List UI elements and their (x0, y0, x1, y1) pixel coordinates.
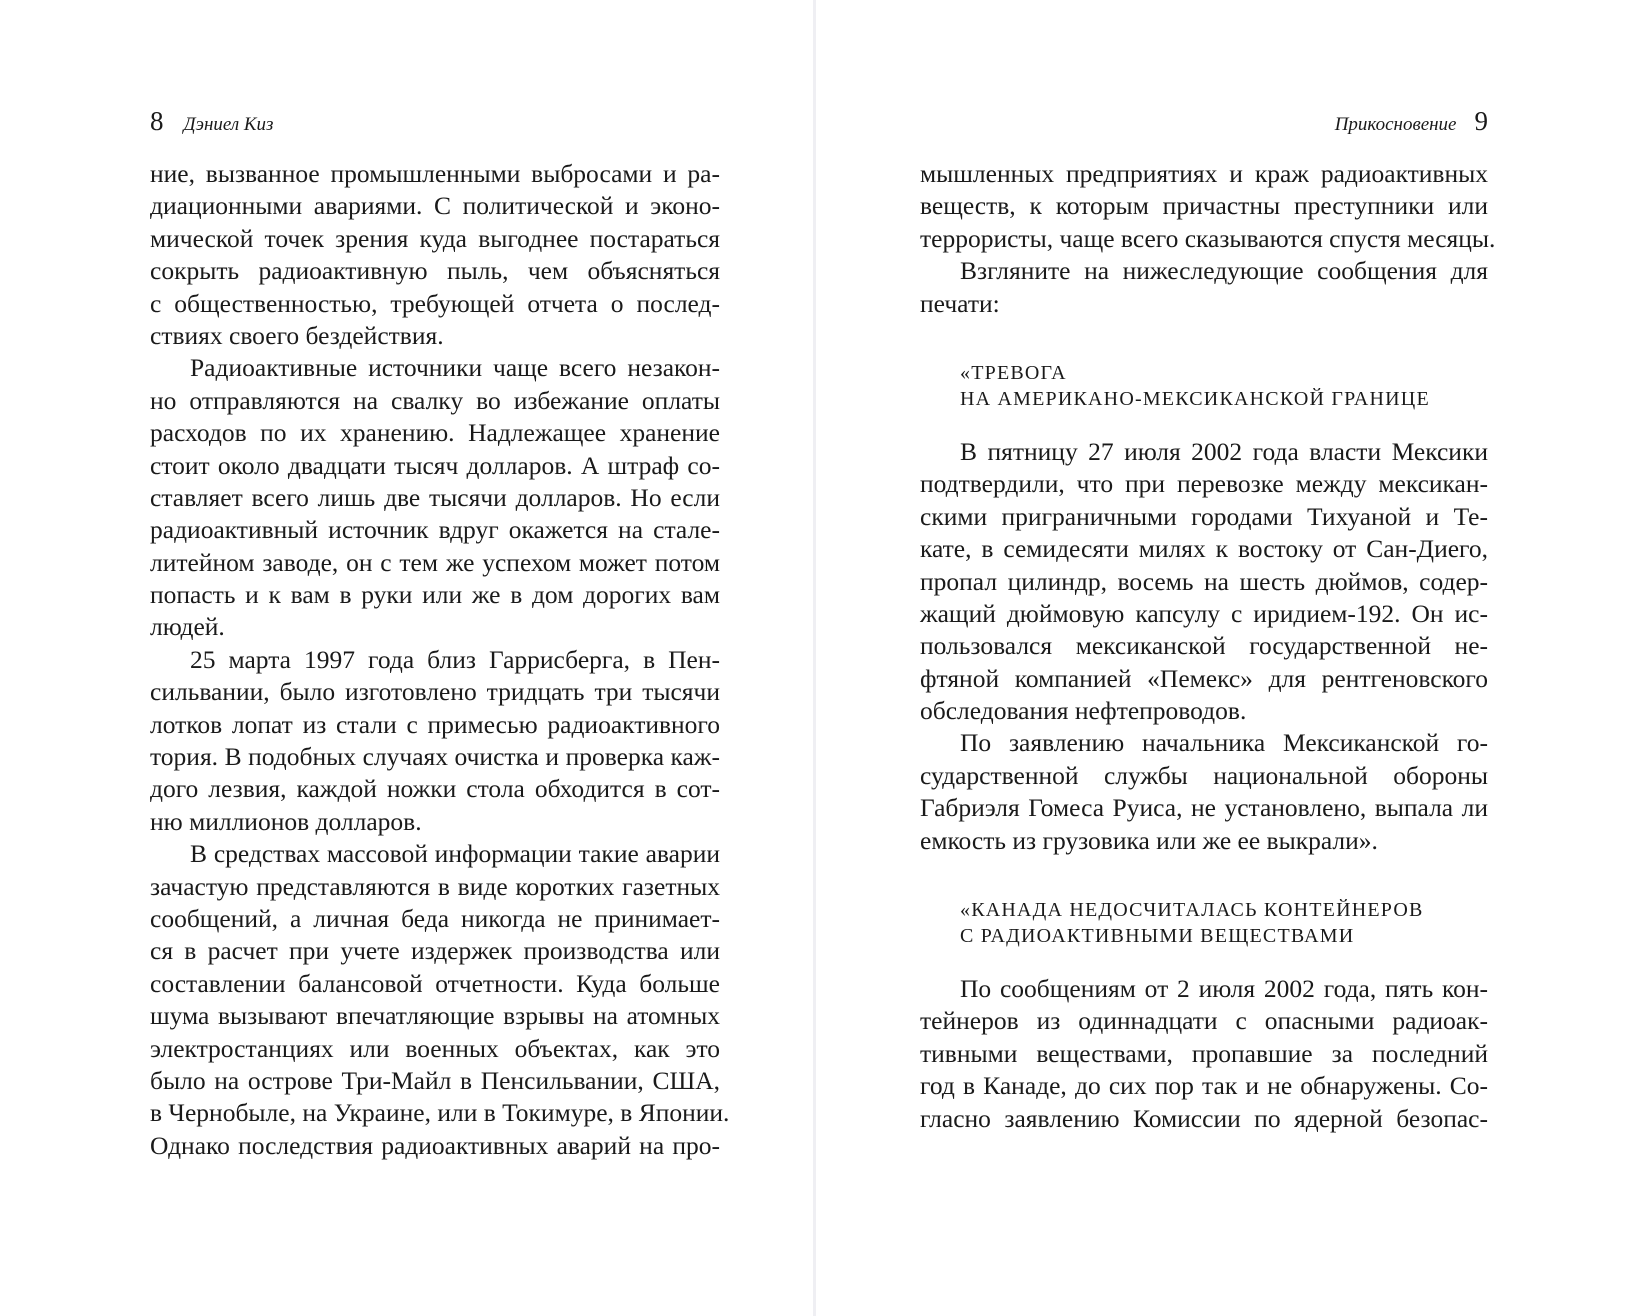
paragraph (920, 727, 1488, 857)
text-line: емкость из грузовика или же ее выкрали». (920, 825, 1378, 855)
text-line: дого лезвия, каждой ножки стола обходится в сот- (150, 774, 720, 804)
text-line: гласно заявлению Комиссии по ядерной безопас- (920, 1103, 1488, 1133)
report-heading (920, 360, 1488, 412)
text-line: сообщений, а личная беда никогда не принимает- (150, 903, 720, 933)
text-line: расходов по их хранению. Надлежащее хранение (150, 418, 720, 448)
section-spacer (920, 320, 1488, 360)
text-line: террористы, чаще всего сказываются спустя месяцы. (920, 223, 1496, 253)
text-line: мышленных предприятиях и краж радиоактивных (920, 159, 1488, 188)
section-spacer (920, 857, 1488, 897)
text-line: В средствах массовой информации такие аварии (190, 839, 720, 869)
text-line: По заявлению начальника Мексиканской го- (960, 728, 1488, 758)
text-line: год в Канаде, до сих пор так и не обнаружены. Со- (920, 1071, 1488, 1101)
text-line: шума вызывают впечатляющие взрывы на атомных (150, 1001, 720, 1031)
author-name: Дэниел Киз (183, 114, 274, 135)
text-line: По сообщениям от 2 июля 2002 года, пять кон- (960, 974, 1488, 1004)
heading-line: НА АМЕРИКАНО-МЕКСИКАНСКОЙ ГРАНИЦЕ (960, 387, 1430, 410)
text-line: сильвании, было изготовлено тридцать три тысячи (150, 677, 720, 707)
text-line: было на острове Три-Майл в Пенсильвании, США, (150, 1065, 720, 1095)
text-line: тейнеров из одиннадцати с опасными радиоак- (920, 1006, 1488, 1036)
page-number: 9 (1474, 106, 1488, 136)
text-line: стоит около двадцати тысяч долларов. А штраф со- (150, 450, 720, 480)
text-line: Габриэля Гомеса Руиса, не установлено, выпала ли (920, 793, 1488, 823)
text-line: мической точек зрения куда выгоднее постараться (150, 223, 720, 253)
paragraph (150, 158, 720, 352)
text-line: литейном заводе, он с тем же успехом может потом (150, 547, 720, 577)
text-line: В пятницу 27 июля 2002 года власти Мексики (960, 436, 1488, 466)
text-line: Однако последствия радиоактивных аварий на про- (150, 1130, 720, 1160)
text-line: пользовался мексиканской государственной не- (920, 631, 1488, 661)
text-line: тивными веществами, пропавшие за последний (920, 1038, 1488, 1068)
heading-line: С РАДИОАКТИВНЫМИ ВЕЩЕСТВАМИ (960, 925, 1355, 948)
page-number: 8 (150, 106, 164, 136)
text-line: ние, вызванное промышленными выбросами и ра- (150, 159, 720, 188)
text-line: Взгляните на нижеследующие сообщения для (960, 256, 1488, 286)
book-title: Прикосновение (1334, 114, 1457, 135)
paragraph (150, 352, 720, 644)
text-line: но отправляются на свалку во избежание оплаты (150, 385, 720, 415)
text-line: печати: (920, 288, 1000, 318)
text-line: зачастую представляются в виде коротких газетных (150, 871, 720, 901)
report-body (920, 973, 1488, 1135)
text-line: ставляет всего лишь две тысячи долларов. Но если (150, 482, 720, 512)
right-page (920, 0, 1496, 1316)
text-line: ню миллионов долларов. (150, 806, 422, 836)
text-line: обследования нефтепроводов. (920, 696, 1247, 726)
left-page (150, 0, 730, 1316)
text-line: лотков лопат из стали с примесью радиоактивного (150, 709, 720, 739)
text-line: в Чернобыле, на Украине, или в Токимуре, в Японии. (150, 1098, 730, 1128)
text-line: фтяной компанией «Пемекс» для рентгеновского (920, 663, 1488, 693)
text-line: составлении балансовой отчетности. Куда больше (150, 968, 720, 998)
paragraph (150, 644, 720, 838)
text-line: 25 марта 1997 года близ Гаррисберга, в Пен- (190, 644, 720, 674)
text-line: с общественностью, требующей отчета о послед- (150, 288, 720, 318)
text-line: подтвердили, что при перевозке между мексикан- (920, 469, 1488, 499)
text-line: сударственной службы национальной обороны (920, 760, 1488, 790)
heading-line: «ТРЕВОГА (960, 361, 1067, 384)
text-line: ся в расчет при учете издержек производства или (150, 936, 720, 966)
book-gutter (813, 0, 816, 1316)
right-running-head (920, 106, 1488, 140)
text-line: электростанциях или военных объектах, как это (150, 1033, 720, 1063)
heading-spacer (920, 412, 1488, 436)
paragraph (920, 158, 1496, 255)
paragraph (920, 436, 1488, 728)
right-body-text (920, 158, 1496, 1135)
heading-line: «КАНАДА НЕДОСЧИТАЛАСЬ КОНТЕЙНЕРОВ (960, 899, 1424, 922)
paragraph (920, 973, 1488, 1135)
text-line: скими приграничными городами Тихуаной и Те- (920, 501, 1488, 531)
text-line: диационными авариями. С политической и эконо- (150, 191, 720, 221)
paragraph (150, 838, 730, 1162)
heading-spacer (920, 949, 1488, 973)
report-heading (920, 897, 1488, 949)
text-line: Радиоактивные источники чаще всего незакон- (190, 353, 720, 383)
text-line: сокрыть радиоактивную пыль, чем объясняться (150, 256, 720, 286)
text-line: тория. В подобных случаях очистка и проверка каж- (150, 742, 720, 772)
text-line: попасть и к вам в руки или же в дом дорогих вам (150, 580, 720, 610)
text-line: кате, в семидесяти милях к востоку от Сан-Диего, (920, 534, 1488, 564)
text-line: веществ, к которым причастны преступники или (920, 191, 1488, 221)
text-line: пропал цилиндр, восемь на шесть дюймов, содер- (920, 566, 1488, 596)
left-body-text (150, 158, 730, 1162)
report-body (920, 436, 1488, 857)
text-line: жащий дюймовую капсулу с иридием-192. Он ис- (920, 598, 1488, 628)
paragraph (920, 255, 1488, 320)
left-running-head (150, 106, 720, 140)
text-line: людей. (150, 612, 225, 642)
text-line: ствиях своего бездействия. (150, 320, 444, 350)
text-line: радиоактивный источник вдруг окажется на стале- (150, 515, 720, 545)
